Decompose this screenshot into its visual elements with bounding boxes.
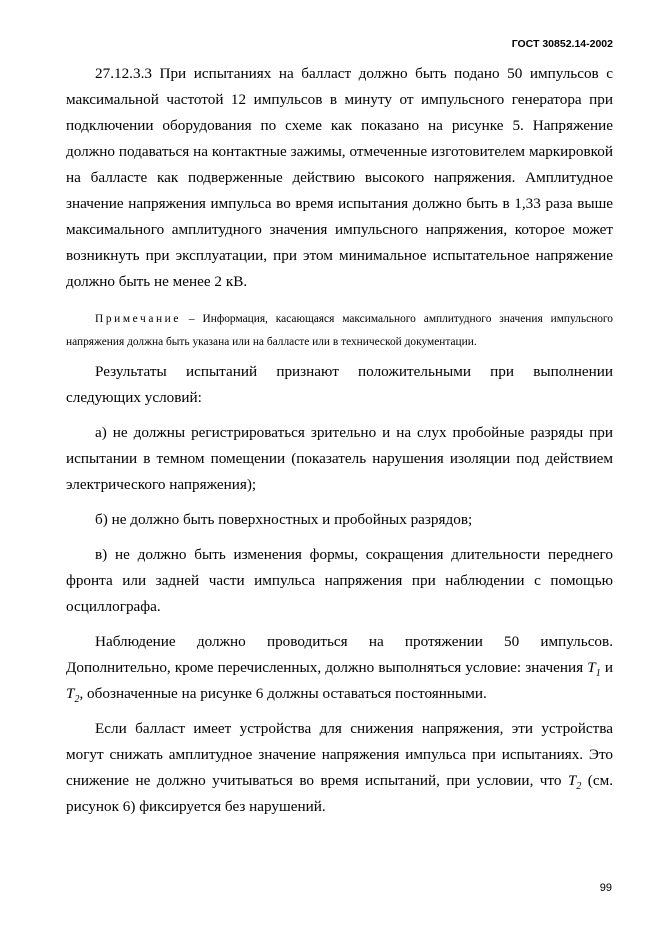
document-body <box>66 61 613 820</box>
observation-text-2: и <box>600 659 613 676</box>
condition-a: а) не должны регистрироваться зрительно и на слух пробойные разряды при испытании в темном помещении (показатель нарушения изоляции под действием электрического напряжения); <box>66 424 613 493</box>
var-t2-sub: 2 <box>74 694 80 706</box>
observation-paragraph <box>66 629 613 707</box>
results-intro: Результаты испытаний признают положительными при выполнении следующих условий: <box>66 363 613 406</box>
clause-27-12-3-3: 27.12.3.3 При испытаниях на балласт должно быть подано 50 импульсов с максимальной частотой 12 импульсов в минуту от импульсного генератора при подключении оборудования по схеме как показано на рисунке 5. Напряжение должно подаваться на контактные зажимы, отмеченные изготовителем маркировкой на балласте как подверженные действию высокого напряжения. Амплитудное значение напряжения импульса во время испытания должно быть в 1,33 раза выше максимального амплитудного значения импульсного напряжения, которое может возникнуть при эксплуатации, при этом минимальное испытательное напряжение должно быть не менее 2 кВ. <box>66 65 613 290</box>
page-number: 99 <box>599 882 612 894</box>
condition-b: б) не должно быть поверхностных и пробойных разрядов; <box>95 511 473 528</box>
condition-c: в) не должно быть изменения формы, сокращения длительности переднего фронта или задней части импульса напряжения при наблюдении с помощью осциллографа. <box>66 546 613 615</box>
var-t1 <box>587 659 601 680</box>
var-t1-letter: T <box>587 659 596 676</box>
var-t2-ref-sub: 2 <box>576 781 582 793</box>
note-text: – Информация, касающаяся максимального амплитудного значения импульсного напряжения должна быть указана или на балласте или в технической документации. <box>66 313 613 348</box>
var-t1-sub: 1 <box>595 668 601 680</box>
var-t2-ref <box>567 772 582 793</box>
note-label: Примечание <box>95 313 182 325</box>
document-header: ГОСТ 30852.14-2002 <box>511 38 613 50</box>
var-t2 <box>66 685 80 706</box>
observation-text-3: , обозначенные на рисунке 6 должны оставаться постоянными. <box>79 685 487 702</box>
var-t2-ref-letter: T <box>567 772 577 789</box>
var-t2-letter: T <box>66 685 75 702</box>
note-paragraph <box>66 308 613 353</box>
observation-text-1: Наблюдение должно проводиться на протяжении 50 импульсов. Дополнительно, кроме перечисленных, должно выполняться условие: значения <box>66 633 613 676</box>
reduction-text-2: (см. рисунок 6) фиксируется без нарушений. <box>66 772 613 815</box>
reduction-text-1: Если балласт имеет устройства для снижения напряжения, эти устройства могут снижать амплитудное значение напряжения импульса при испытаниях. Это снижение не должно учитываться во время испытаний, при условии, что <box>66 720 613 789</box>
voltage-reduction-paragraph <box>66 716 613 820</box>
